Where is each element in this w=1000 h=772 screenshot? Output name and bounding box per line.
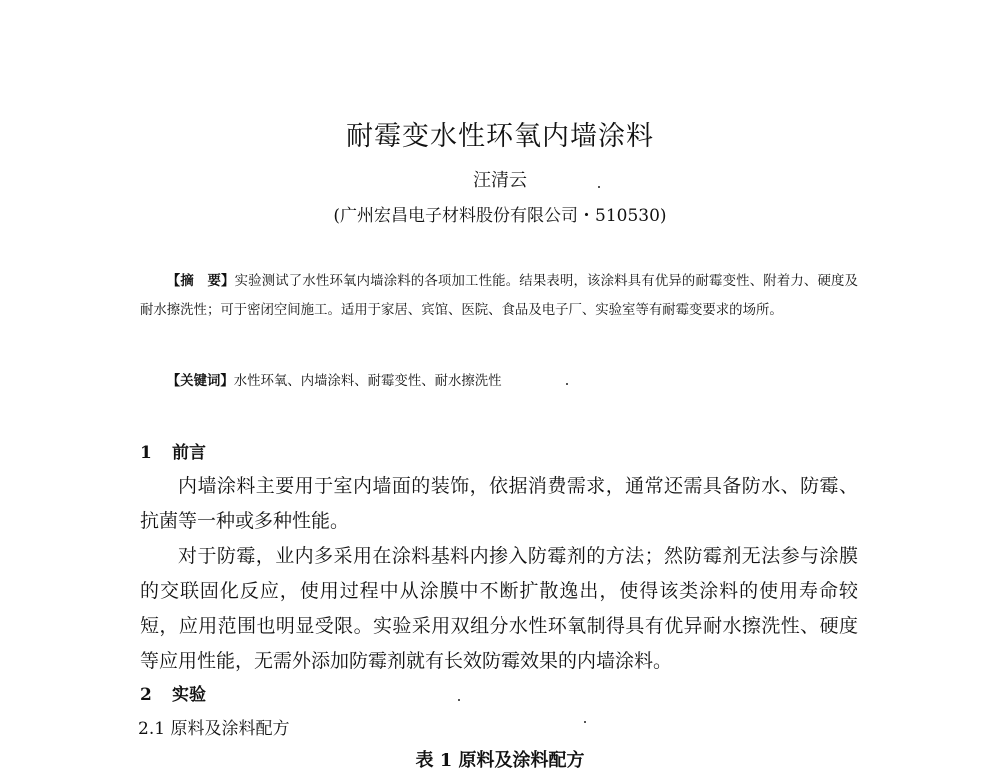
- section-heading-2: [140, 680, 206, 705]
- author-affiliation: (广州宏昌电子材料股份有限公司・510530): [333, 206, 667, 226]
- scan-speck: [584, 721, 586, 723]
- paragraph-intro: 内墙涂料主要用于室内墙面的装饰，依据消费需求，通常还需具备防水、防霉、抗菌等一种或多种性能。: [140, 475, 858, 532]
- section-number: 1: [140, 443, 152, 463]
- abstract-label: 【摘 要】: [166, 273, 235, 289]
- abstract-text: 实验测试了水性环氧内墙涂料的各项加工性能。结果表明，该涂料具有优异的耐霉变性、附着力、硬度及耐水擦洗性；可于密闭空间施工。适用于家居、宾馆、医院、食品及电子厂、实验室等有耐霉变要求的场所。: [140, 274, 858, 318]
- scan-speck: [566, 383, 568, 385]
- author-name: 汪清云: [473, 170, 527, 191]
- paper-title: 耐霉变水性环氧内墙涂料: [346, 121, 654, 152]
- paragraph-mildew: 对于防霉，业内多采用在涂料基料内掺入防霉剂的方法；然防霉剂无法参与涂膜的交联固化反应，使用过程中从涂膜中不断扩散逸出，使得该类涂料的使用寿命较短，应用范围也明显受限。实验采用双组分水性环氧制得具有优异耐水擦洗性、硬度等应用性能，无需外添加防霉剂就有长效防霉效果的内墙涂料。: [140, 545, 858, 672]
- section-title: 前言: [172, 443, 206, 463]
- subsection-heading-2-1: 2.1 原料及涂料配方: [138, 719, 290, 739]
- keywords-label: 【关键词】: [166, 373, 234, 389]
- scan-speck: [458, 699, 460, 701]
- section-heading-1: [140, 438, 206, 463]
- section-number: 2: [140, 685, 152, 705]
- section-title: 实验: [172, 685, 206, 705]
- abstract: [140, 267, 858, 325]
- scan-speck: [598, 186, 600, 188]
- table-caption: 表 1 原料及涂料配方: [415, 750, 585, 771]
- keywords-text: 水性环氧、内墙涂料、耐霉变性、耐水擦洗性: [233, 374, 502, 389]
- keywords: [140, 370, 858, 389]
